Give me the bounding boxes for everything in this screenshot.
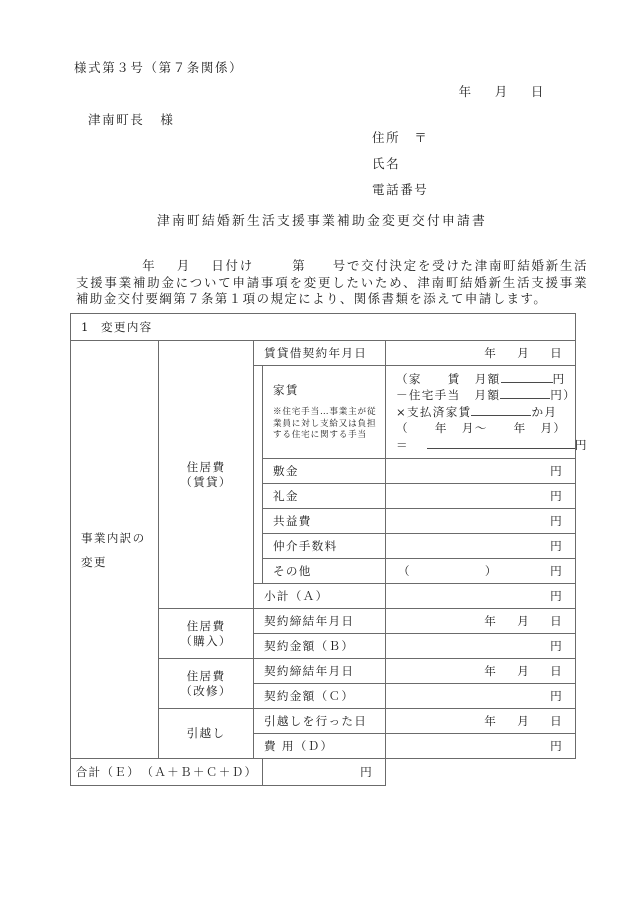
day-unit: 日 — [550, 714, 563, 729]
addressee-line — [88, 110, 175, 128]
group-label-renovation — [159, 659, 254, 709]
day-unit: 日 — [550, 614, 563, 629]
section-heading-cell — [71, 314, 576, 341]
table-row — [71, 341, 576, 366]
formula-line-4 — [396, 420, 565, 436]
body-dai: 第 — [291, 258, 307, 273]
formula-l4-month: 月～ — [461, 421, 488, 436]
submission-date-line — [0, 82, 545, 100]
applicant-address-row — [372, 128, 428, 146]
formula-line-2 — [396, 387, 577, 403]
value-rent-formula[interactable] — [386, 366, 588, 459]
group-purchase-line2: （購入） — [180, 633, 232, 648]
change-details-table-wrap — [70, 313, 588, 786]
formula-l2-pre: －住宅手当 — [396, 388, 461, 403]
value-subtotal-a[interactable]: 円 — [386, 584, 576, 609]
value-key-money[interactable]: 円 — [386, 484, 576, 509]
value-renovation-contract-date[interactable] — [386, 659, 576, 684]
other-yen-unit: 円 — [550, 564, 563, 579]
year-unit: 年 — [484, 346, 498, 360]
body-paragraph — [76, 258, 588, 308]
formula-l3-unit: か月 — [531, 404, 558, 419]
month-unit: 月 — [517, 614, 531, 629]
value-brokerage-fee[interactable]: 円 — [386, 534, 576, 559]
formula-l4-month2: 月） — [540, 421, 567, 436]
formula-l4-year: 年 — [434, 421, 448, 436]
row-label-moving-date: 引越しを行った日 — [254, 709, 386, 734]
change-details-table — [70, 313, 588, 786]
group-moving-line1: 引越し — [186, 726, 226, 741]
group-renovation-line1: 住居費 — [186, 668, 226, 683]
form-number: 様式第３号（第７条関係） — [74, 60, 244, 75]
group-renovation-line2: （改修） — [180, 683, 232, 698]
formula-line-1 — [396, 371, 565, 387]
group-label-purchase — [159, 609, 254, 659]
date-day-label: 日 — [530, 84, 545, 99]
row-label-subtotal-a: 小計（Ａ） — [254, 584, 386, 609]
applicant-name-row — [372, 154, 428, 172]
row-label-key-money: 礼金 — [263, 484, 386, 509]
row-label-contract-amount-b: 契約金額（Ｂ） — [254, 634, 386, 659]
row-label-renovation-contract-date: 契約締結年月日 — [254, 659, 386, 684]
body-line1-rest: 号で交付決定を受けた津南町結婚新生活 — [332, 258, 589, 273]
applicant-phone-row — [372, 180, 428, 198]
row-label-total-e: 合計（Ｅ） （Ａ＋Ｂ＋Ｃ＋Ｄ） — [71, 759, 263, 786]
formula-line-5 — [396, 437, 588, 453]
day-unit: 日 — [550, 346, 563, 360]
addressee-name: 津南町長 — [88, 112, 145, 127]
applicant-phone-label: 電話番号 — [372, 182, 429, 197]
group-rent-line1: 住居費 — [186, 459, 226, 474]
group-label-rent — [159, 341, 254, 609]
formula-l1-unit: 円 — [552, 372, 566, 386]
row-label-other: その他 — [263, 559, 386, 584]
date-year-label: 年 — [458, 84, 473, 99]
formula-l5-eq: ＝ — [396, 437, 409, 452]
value-lease-contract-date[interactable] — [386, 341, 576, 366]
month-unit: 月 — [517, 714, 531, 729]
group-rent-line2: （賃貸） — [180, 474, 232, 489]
year-unit: 年 — [484, 614, 498, 629]
other-paren-close: ） — [484, 564, 498, 579]
formula-l1-label: 月額 — [474, 372, 501, 386]
left-header-cell — [71, 341, 159, 759]
section-number: 1 — [81, 320, 90, 334]
section-heading-row — [71, 314, 576, 341]
table-row — [71, 759, 576, 786]
row-label-rent — [263, 366, 386, 459]
day-unit: 日 — [550, 664, 563, 679]
month-unit: 月 — [517, 346, 531, 360]
body-line2: 支援事業補助金について申請事項を変更したいため、津南町結婚新生活支援事 — [76, 274, 575, 290]
postal-mark-icon: 〒 — [414, 130, 429, 145]
left-header-line1: 事業内訳の — [81, 530, 146, 545]
formula-l3-pre: ×支払済家賃 — [396, 404, 472, 419]
formula-blank-months[interactable] — [471, 415, 531, 416]
formula-blank-total[interactable] — [427, 448, 575, 449]
value-purchase-contract-date[interactable] — [386, 609, 576, 634]
formula-l2-label: 月額 — [474, 388, 501, 403]
row-label-contract-amount-c: 契約金額（Ｃ） — [254, 684, 386, 709]
formula-blank-allowance[interactable] — [500, 398, 550, 399]
formula-l4-open: （ — [396, 421, 409, 436]
formula-l1-mid: 賃 — [447, 372, 461, 386]
row-label-deposit: 敷金 — [263, 459, 386, 484]
value-common-fee[interactable]: 円 — [386, 509, 576, 534]
row-label-common-fee: 共益費 — [263, 509, 386, 534]
month-unit: 月 — [517, 664, 531, 679]
rent-subgroup-spacer — [254, 366, 263, 584]
value-moving-date[interactable] — [386, 709, 576, 734]
row-label-moving-cost-d: 費 用（Ｄ） — [254, 734, 386, 759]
value-contract-amount-c[interactable]: 円 — [386, 684, 576, 709]
value-other[interactable] — [386, 559, 576, 584]
applicant-block — [372, 128, 428, 198]
body-month: 月 — [176, 258, 192, 273]
left-header-line2: 変更 — [81, 554, 107, 569]
year-unit: 年 — [484, 714, 498, 729]
value-contract-amount-b[interactable]: 円 — [386, 634, 576, 659]
formula-l5-unit: 円 — [574, 437, 588, 452]
formula-line-3 — [396, 404, 565, 420]
addressee-honorific: 様 — [160, 112, 175, 127]
rent-label-text: 家賃 — [273, 383, 299, 398]
applicant-address-label: 住所 — [372, 130, 401, 145]
other-paren-open: （ — [398, 564, 411, 579]
date-month-label: 月 — [494, 84, 509, 99]
row-label-brokerage-fee: 仲介手数料 — [263, 534, 386, 559]
value-moving-cost-d[interactable]: 円 — [386, 734, 576, 759]
rent-note-text: ※住宅手当…事業主が従業員に対し支給又は負担する住宅に関する手当 — [273, 407, 377, 441]
value-total-e[interactable]: 円 — [263, 759, 386, 786]
value-deposit[interactable]: 円 — [386, 459, 576, 484]
section-heading-text: 変更内容 — [101, 320, 153, 334]
row-label-purchase-contract-date: 契約締結年月日 — [254, 609, 386, 634]
group-label-moving — [159, 709, 254, 759]
row-label-lease-contract-date: 賃貸借契約年月日 — [254, 341, 386, 366]
document-title: 津南町結婚新生活支援事業補助金変更交付申請書 — [157, 214, 487, 229]
body-line3: 業補助金交付要綱第７条第１項の規定により、関係書類を添えて申請します。 — [76, 274, 588, 306]
applicant-name-label: 氏名 — [372, 156, 401, 171]
formula-l2-unit: 円） — [550, 388, 577, 403]
group-purchase-line1: 住居費 — [186, 618, 226, 633]
body-dateof: 日付け — [211, 258, 254, 273]
formula-l4-year2: 年 — [513, 421, 527, 436]
year-unit: 年 — [484, 664, 498, 679]
body-year: 年 — [142, 258, 157, 273]
formula-l1-pre: （家 — [396, 372, 422, 386]
formula-blank-rent[interactable] — [501, 382, 553, 383]
